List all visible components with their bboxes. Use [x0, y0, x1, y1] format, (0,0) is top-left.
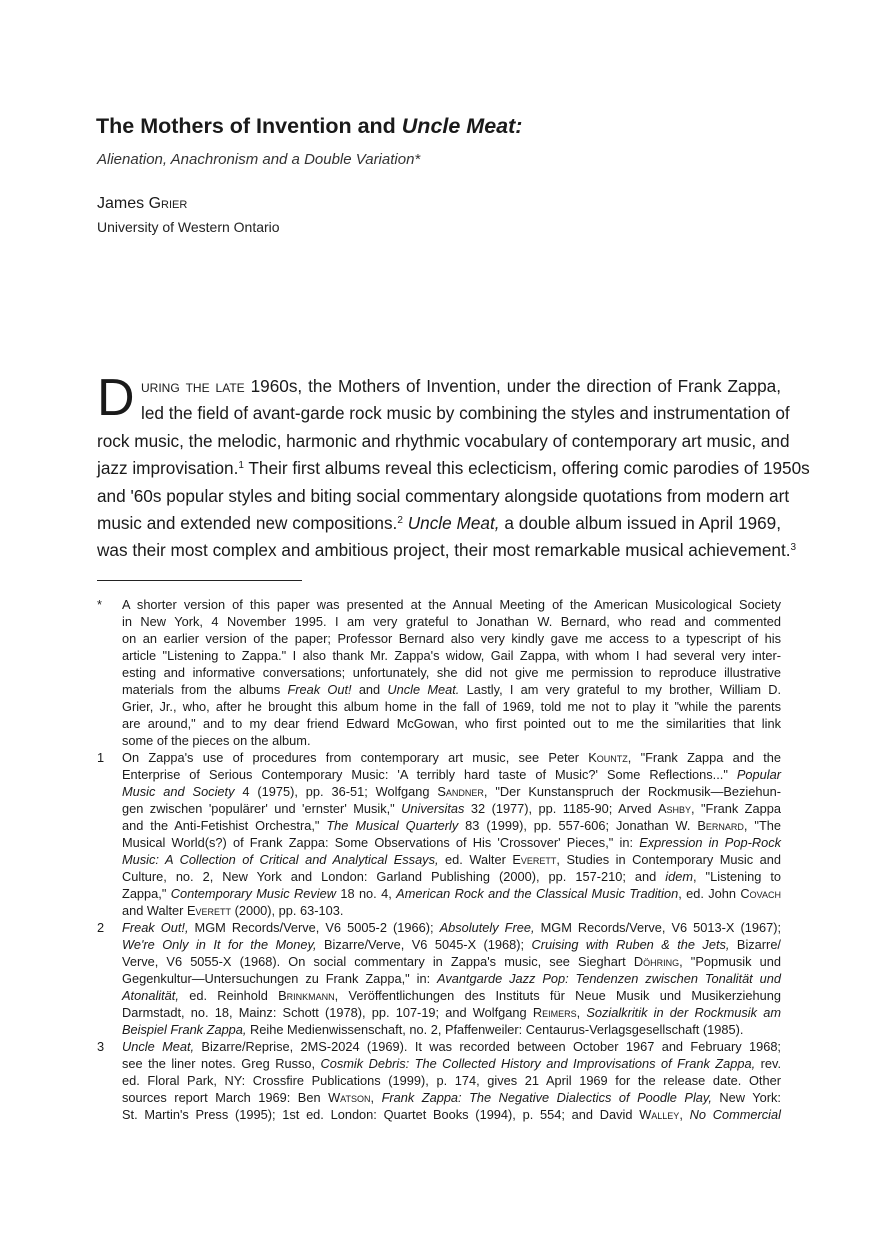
- small-caps-name: Ashby: [657, 801, 691, 816]
- text: Bizarre/Reprise, 2MS-2024 (1969). It was recorded between October 1967 and February 1968;: [194, 1039, 781, 1054]
- footnote-line: ed. Floral Park, NY: Crossfire Publications (1999), p. 174, gives 21 April 1969 for the release date. Other: [122, 1073, 781, 1088]
- footnote-line: in New York, 4 November 1995. I am very grateful to Jonathan W. Bernard, who read and commented: [122, 614, 781, 629]
- text: Bizarre/Verve, V6 5045-X (1968);: [316, 937, 532, 952]
- text: St. Martin's Press (1995); 1st ed. London: Quartet Books (1994), p. 554; and David: [122, 1107, 640, 1122]
- text: On Zappa's use of procedures from contemporary art music, see Peter: [122, 750, 589, 765]
- text: Culture, no. 2, New York and London: Garland Publishing (2000), pp. 157-210; and: [122, 869, 666, 884]
- text: MGM Records/Verve, V6 5013-X (1967);: [534, 920, 782, 935]
- text: and Walter: [122, 903, 187, 918]
- italic-text: Atonalität,: [122, 988, 179, 1003]
- text: Verve, V6 5055-X (1968). On social commentary in Zappa's music, see Sieghart: [122, 954, 634, 969]
- footnote-line: [122, 834, 781, 851]
- footnote-3: [97, 1038, 781, 1123]
- text: 83 (1999), pp. 557-606; Jonathan W.: [458, 818, 698, 833]
- footnote-mark: 1: [97, 750, 105, 765]
- text: , "Listening to: [693, 869, 782, 884]
- text: music and extended new compositions.: [97, 513, 398, 534]
- text: Gegenkultur—Untersuchungen zu Frank Zappa," in:: [122, 971, 438, 986]
- footnote-line: [122, 749, 781, 766]
- italic-text: Frank Zappa: The Negative Dialectics of Poodle Play,: [381, 1090, 712, 1105]
- small-caps-name: Everett: [186, 903, 232, 918]
- footnote-line: some of the pieces on the album.: [122, 733, 311, 748]
- body-line: [97, 537, 797, 564]
- italic-text: American Rock and the Classical Music Tradition: [396, 886, 679, 901]
- body-line: rock music, the melodic, harmonic and rhythmic vocabulary of contemporary art music, and: [97, 430, 790, 451]
- footnote-star: [97, 596, 781, 749]
- text: , "Frank Zappa: [691, 801, 781, 816]
- text: ,: [679, 1107, 690, 1122]
- footnote-line: [122, 1089, 781, 1106]
- footnote-ref[interactable]: 1: [238, 460, 244, 472]
- footnote-mark: *: [97, 597, 102, 612]
- text: (2000), pp. 63-103.: [231, 903, 344, 918]
- text: , Studies in Contemporary Music and: [556, 852, 782, 867]
- text: Their first albums reveal this eclecticism, offering comic parodies of 1950s: [243, 458, 810, 479]
- italic-text: Avantgarde Jazz Pop: Tendenzen zwischen Tonalität und: [437, 971, 781, 986]
- footnote-2: [97, 919, 781, 1038]
- body-line: [97, 373, 781, 400]
- text: ed. Reinhold: [178, 988, 279, 1003]
- italic-text: Absolutely Free,: [439, 920, 535, 935]
- text: Bizarre/: [729, 937, 781, 952]
- text: and the Anti-Fetishist Orchestra,": [122, 818, 327, 833]
- body-line: [97, 510, 781, 537]
- italic-text: Sozialkritik in der Rockmusik am: [586, 1005, 781, 1020]
- footnote-mark: 3: [97, 1039, 105, 1054]
- italic-text: Expression in Pop-Rock: [639, 835, 781, 850]
- italic-text: No Commercial: [689, 1107, 781, 1122]
- footnote-line: [122, 1004, 781, 1021]
- italic-text: Uncle Meat.: [387, 682, 460, 697]
- footnote-line: [122, 1021, 781, 1038]
- title-italic: Uncle Meat:: [401, 114, 523, 138]
- footnote-line: [122, 885, 781, 902]
- text: 1960s, the Mothers of Invention, under the direction of Frank Zappa,: [244, 376, 782, 396]
- author-name: [97, 195, 187, 213]
- text: and: [351, 682, 388, 697]
- text: sources report March 1969: Ben: [122, 1090, 329, 1105]
- text: Darmstadt, no. 18, Mainz: Schott (1978), pp. 107-19; and Wolfgang: [122, 1005, 533, 1020]
- body-line: led the field of avant-garde rock music by combining the styles and instrumentation of: [141, 403, 790, 424]
- footnote-line: [122, 902, 781, 919]
- text: Reihe Medienwissenschaft, no. 2, Pfaffenweiler: Centaurus-Verlagsgesellschaft (1985).: [246, 1022, 744, 1037]
- footnote-line: Grier, Jr., who, after he brought this album home in the fall of 1969, told me not to play it "while the parents: [122, 699, 781, 714]
- small-caps-name: Brinkmann: [278, 988, 335, 1003]
- title-main: The Mothers of Invention and: [96, 114, 402, 138]
- footnote-mark: 2: [97, 920, 105, 935]
- drop-cap: D: [97, 369, 135, 427]
- footnote-line: [122, 970, 781, 987]
- text: was their most complex and ambitious project, their most remarkable musical achievement.: [97, 540, 791, 561]
- footnote-line: [122, 681, 781, 698]
- footnote-rule: [97, 580, 302, 581]
- italic-text: Music and Society: [122, 784, 235, 799]
- text: Lastly, I am very grateful to my brother, William D.: [459, 682, 781, 697]
- italic-text: Popular: [736, 767, 781, 782]
- small-caps-name: Everett: [512, 852, 557, 867]
- author-affiliation: University of Western Ontario: [97, 219, 280, 235]
- small-caps-name: Bernard: [697, 818, 744, 833]
- italic-text: Music: A Collection of Critical and Analytical Essays,: [122, 852, 439, 867]
- small-caps-name: Sandner: [437, 784, 484, 799]
- footnote-line: [122, 987, 781, 1004]
- text: gen zwischen 'populärer' und 'ernster' Musik,": [122, 801, 402, 816]
- italic-text: Universitas: [401, 801, 465, 816]
- small-caps-name: Reimers: [532, 1005, 577, 1020]
- text: , "Frank Zappa and the: [627, 750, 781, 765]
- text: Enterprise of Serious Contemporary Music: 'A terribly hard taste of Music?' Some Reflections...": [122, 767, 737, 782]
- italic-text: We're Only in It for the Money,: [122, 937, 317, 952]
- text: Zappa,": [122, 886, 171, 901]
- text: ed. Walter: [438, 852, 513, 867]
- italic-text: Freak Out!: [287, 682, 352, 697]
- small-caps-name: Covach: [740, 886, 781, 901]
- italic-text: The Musical Quarterly: [326, 818, 459, 833]
- text: New York:: [711, 1090, 781, 1105]
- footnote-line: [122, 919, 781, 936]
- footnote-line: [122, 1106, 781, 1123]
- author-first: James: [97, 195, 149, 212]
- small-caps-name: Walley: [639, 1107, 680, 1122]
- body-line: [97, 455, 810, 482]
- footnote-line: on an earlier version of the paper; Professor Bernard also very kindly gave me access to a typescript of his: [122, 631, 781, 646]
- italic-text: Uncle Meat,: [402, 513, 500, 534]
- footnote-line: esting and informative conversations; unfortunately, she did not give me permission to reproduce illustrative: [122, 665, 781, 680]
- article-subtitle: Alienation, Anachronism and a Double Variation*: [97, 151, 421, 168]
- footnote-1: [97, 749, 781, 919]
- footnote-line: are around," and to my dear friend Edward McGowan, who first pointed out to me the similarities that link: [122, 716, 781, 731]
- text: , "The: [743, 818, 781, 833]
- text: 4 (1975), pp. 36-51; Wolfgang: [234, 784, 438, 799]
- author-last: Grier: [148, 195, 188, 212]
- text: jazz improvisation.: [97, 458, 239, 479]
- footnote-line: [122, 800, 781, 817]
- footnote-line: [122, 953, 781, 970]
- text: rev.: [755, 1056, 781, 1071]
- italic-text: Cosmik Debris: The Collected History and Improvisations of Frank Zappa,: [320, 1056, 756, 1071]
- footnote-line: [122, 766, 781, 783]
- text: ,: [576, 1005, 587, 1020]
- italic-text: Freak Out!,: [122, 920, 189, 935]
- italic-text: Cruising with Ruben & the Jets,: [531, 937, 730, 952]
- text: , ed. John: [678, 886, 741, 901]
- footnote-ref[interactable]: 3: [790, 542, 797, 554]
- italic-text: Beispiel Frank Zappa,: [122, 1022, 247, 1037]
- italic-text: idem: [665, 869, 693, 884]
- text: ,: [370, 1090, 382, 1105]
- footnote-line: [122, 851, 781, 868]
- text: 18 no. 4,: [335, 886, 397, 901]
- footnote-line: [122, 868, 781, 885]
- footnotes: [97, 596, 781, 1123]
- footnote-line: [122, 1038, 781, 1055]
- footnote-line: [122, 1055, 781, 1072]
- small-caps-name: Watson: [328, 1090, 371, 1105]
- text: materials from the albums: [122, 682, 288, 697]
- text: , Veröffentlichungen des Instituts für Neue Musik und Musikerziehung: [334, 988, 781, 1003]
- text: see the liner notes. Greg Russo,: [122, 1056, 321, 1071]
- footnote-line: [122, 936, 781, 953]
- article-title: [96, 114, 522, 139]
- text: Musical World(s?) of Frank Zappa: Some Observations of His 'Crossover' Pieces," in:: [122, 835, 640, 850]
- small-caps-lead: uring the late: [141, 376, 245, 396]
- text: , "Der Kunstanspruch der Rockmusik—Beziehun-: [483, 784, 782, 799]
- footnote-line: article "Listening to Zappa." I also thank Mr. Zappa's widow, Gail Zappa, with whom I had several very inter-: [122, 648, 781, 663]
- body-paragraph: [97, 369, 810, 565]
- italic-text: Contemporary Music Review: [170, 886, 336, 901]
- footnote-line: [122, 817, 781, 834]
- footnote-ref[interactable]: 2: [397, 515, 403, 527]
- text: , "Popmusik und: [679, 954, 782, 969]
- text: MGM Records/Verve, V6 5005-2 (1966);: [188, 920, 440, 935]
- italic-text: Uncle Meat,: [122, 1039, 195, 1054]
- footnote-line: A shorter version of this paper was presented at the Annual Meeting of the American Musicological Society: [122, 597, 781, 612]
- small-caps-name: Kountz: [588, 750, 628, 765]
- text: a double album issued in April 1969,: [499, 513, 781, 534]
- body-line: and '60s popular styles and biting social commentary alongside quotations from modern art: [97, 485, 790, 506]
- small-caps-name: Döhring: [633, 954, 680, 969]
- footnote-line: [122, 783, 781, 800]
- text: 32 (1977), pp. 1185-90; Arved: [464, 801, 658, 816]
